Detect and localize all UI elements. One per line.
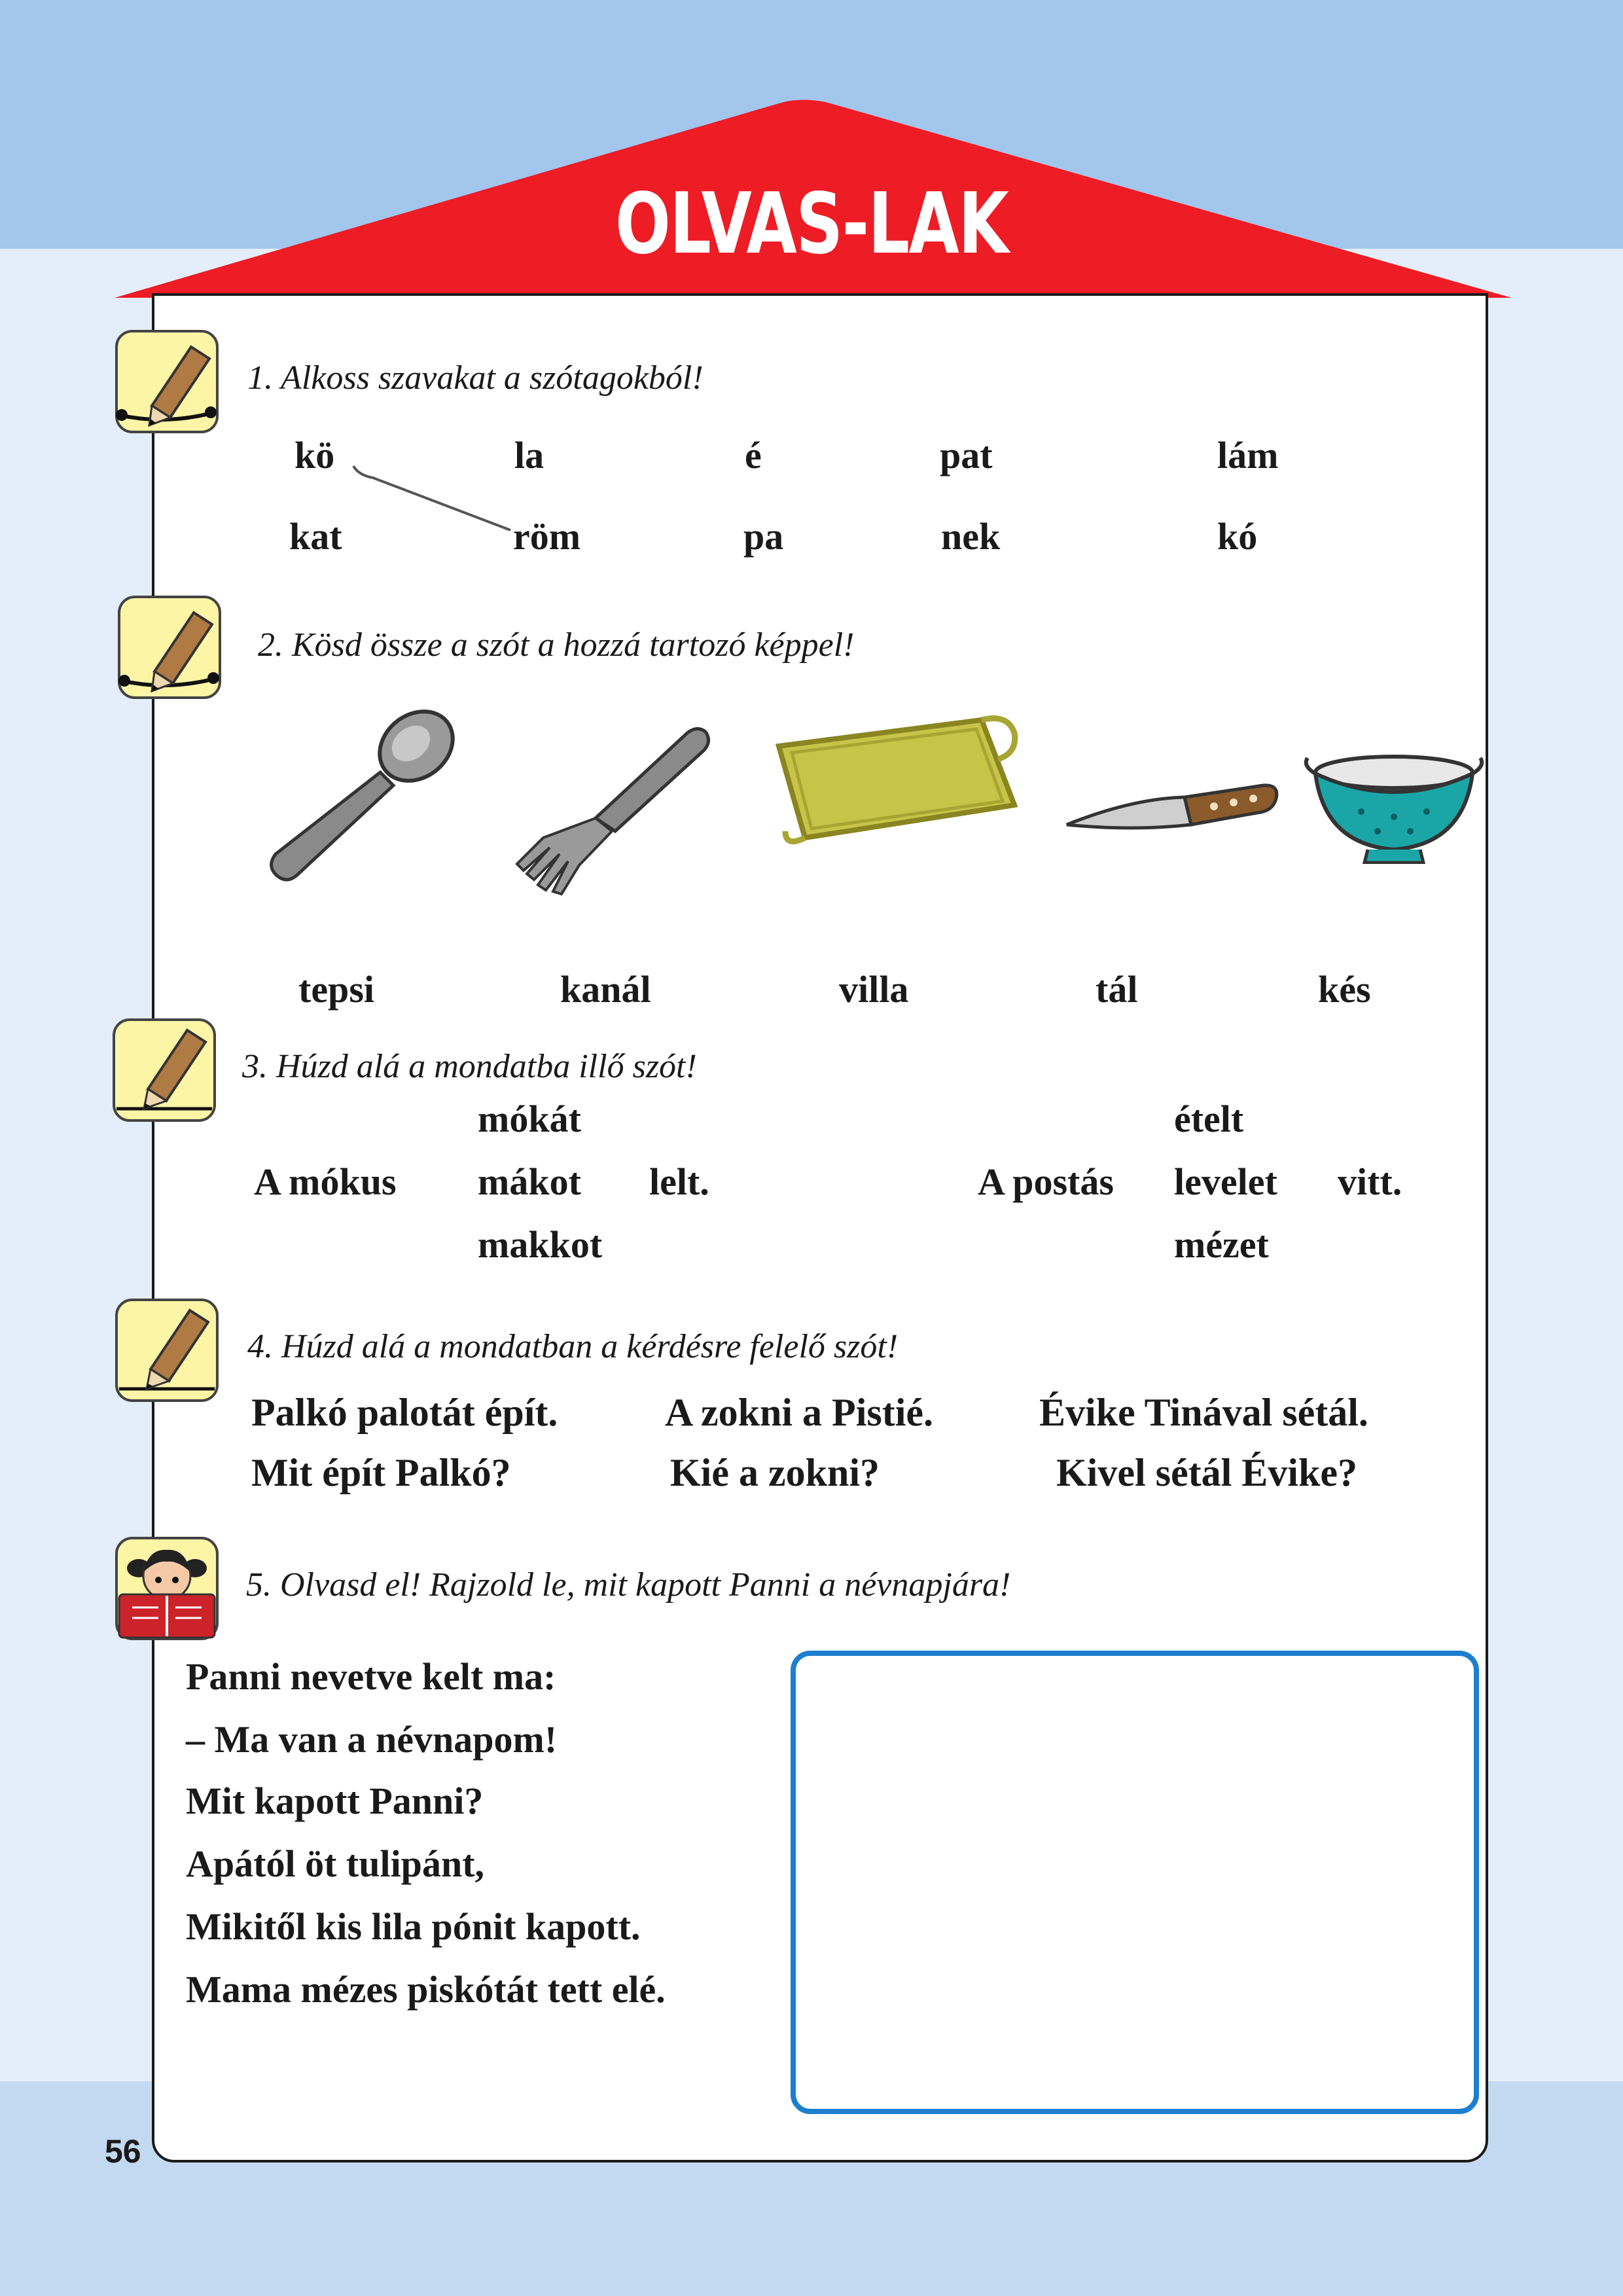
story-line-6: Mama mézes piskótát tett elé. — [186, 1968, 666, 2011]
sentence-zokni[interactable]: A zokni a Pistié. — [665, 1391, 934, 1434]
pencil-writing-icon — [115, 593, 224, 702]
question-zokni: Kié a zokni? — [670, 1451, 880, 1494]
word-tepsi[interactable]: tepsi — [298, 968, 374, 1011]
question-palko: Mit épít Palkó? — [251, 1451, 511, 1494]
word-kes[interactable]: kés — [1318, 968, 1371, 1011]
sentence1-subject: A mókus — [254, 1160, 397, 1203]
option-mokat[interactable]: mókát — [478, 1098, 581, 1140]
syllable-ko2[interactable]: kó — [1217, 515, 1258, 558]
fork-picture[interactable] — [497, 713, 720, 897]
option-mezet[interactable]: mézet — [1174, 1223, 1269, 1266]
drawing-frame[interactable] — [791, 1651, 1479, 2114]
spoon-picture[interactable] — [259, 700, 469, 897]
syllable-rom[interactable]: röm — [513, 515, 581, 558]
option-makot[interactable]: mákot — [478, 1160, 581, 1203]
page-number: 56 — [105, 2133, 141, 2170]
word-tal[interactable]: tál — [1096, 968, 1138, 1011]
syllable-lam[interactable]: lám — [1217, 434, 1279, 476]
colander-picture[interactable] — [1302, 746, 1486, 864]
task5-instruction: 5. Olvasd el! Rajzold le, mit kapott Panni a névnapjára! — [246, 1566, 1011, 1604]
syllable-kat[interactable]: kat — [289, 515, 342, 558]
syllable-e[interactable]: é — [745, 434, 762, 476]
pencil-writing-icon — [113, 327, 221, 436]
sentence2-subject: A postás — [978, 1160, 1114, 1203]
story-line-3: Mit kapott Panni? — [186, 1780, 484, 1822]
story-line-4: Apától öt tulipánt, — [186, 1842, 485, 1885]
sentence-palko[interactable]: Palkó palotát épít. — [251, 1391, 558, 1434]
pencil-underline-icon — [110, 1016, 219, 1124]
syllable-nek[interactable]: nek — [941, 515, 1001, 558]
example-connect-line — [347, 458, 517, 537]
syllable-ko[interactable]: kö — [294, 434, 335, 476]
syllable-pat[interactable]: pat — [940, 434, 993, 476]
sentence-evike[interactable]: Évike Tinával sétál. — [1039, 1391, 1368, 1434]
story-line-2: – Ma van a névnapom! — [186, 1718, 558, 1761]
syllable-la[interactable]: la — [514, 434, 544, 476]
page-title: OLVAS-LAK — [615, 175, 1008, 273]
question-evike: Kivel sétál Évike? — [1056, 1451, 1357, 1494]
sentence1-verb: lelt. — [649, 1160, 709, 1203]
sentence2-verb: vitt. — [1338, 1160, 1402, 1203]
option-makkot[interactable]: makkot — [478, 1223, 603, 1266]
story-line-1: Panni nevetve kelt ma: — [186, 1655, 556, 1698]
story-line-5: Mikitől kis lila pónit kapott. — [186, 1905, 641, 1948]
task3-instruction: 3. Húzd alá a mondatba illő szót! — [242, 1048, 697, 1085]
girl-reading-book-icon — [113, 1534, 221, 1643]
task2-instruction: 2. Kösd össze a szót a hozzá tartozó képpel! — [258, 626, 855, 664]
task1-instruction: 1. Alkoss szavakat a szótagokból! — [247, 359, 704, 397]
word-kanal[interactable]: kanál — [560, 968, 651, 1011]
baking-tray-picture[interactable] — [766, 707, 1027, 857]
option-etelt[interactable]: ételt — [1174, 1098, 1244, 1140]
option-levelet[interactable]: levelet — [1174, 1160, 1277, 1203]
pencil-underline-icon — [113, 1296, 221, 1405]
knife-picture[interactable] — [1060, 759, 1283, 844]
syllable-pa[interactable]: pa — [743, 515, 784, 558]
task4-instruction: 4. Húzd alá a mondatban a kérdésre felelő szót! — [247, 1328, 899, 1365]
word-villa[interactable]: villa — [839, 968, 909, 1011]
